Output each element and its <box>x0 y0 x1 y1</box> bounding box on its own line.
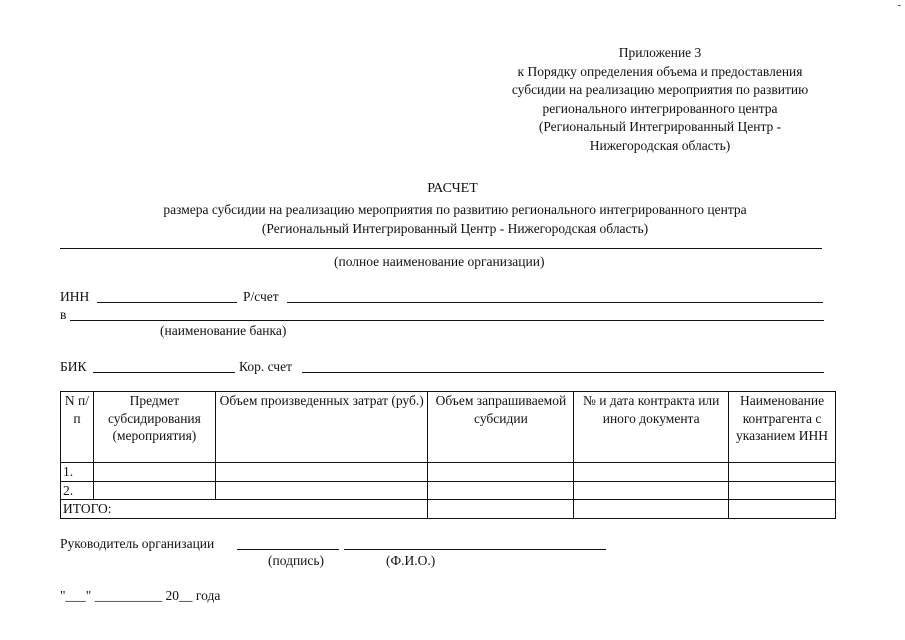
bank-caption: (наименование банка) <box>160 323 287 338</box>
table-cell[interactable] <box>93 481 215 500</box>
table-row <box>61 481 836 500</box>
appendix-line: Нижегородская область) <box>589 137 731 153</box>
bik-field[interactable] <box>93 372 235 373</box>
appendix-line: Приложение 3 <box>618 45 702 60</box>
header-cell-requested: Объем запрашиваемой субсидии <box>428 392 574 463</box>
appendix-block <box>480 44 840 155</box>
subtitle-line: (Региональный Интегрированный Центр - Нижегородская область) <box>261 220 649 236</box>
corr-account-label: Кор. счет <box>239 359 292 374</box>
header-cell-number: N п/п <box>61 392 94 463</box>
inn-label: ИНН <box>60 289 90 304</box>
table-header-row <box>61 392 836 463</box>
table-cell[interactable] <box>215 481 428 500</box>
row-number: 2. <box>61 481 94 500</box>
appendix-line: регионального интегрированного центра <box>542 100 778 116</box>
table-row <box>61 463 836 482</box>
org-name-field[interactable] <box>60 248 822 249</box>
header-cell-counterparty: Наименование контрагента с указанием ИНН <box>729 392 836 463</box>
table-cell[interactable] <box>574 481 729 500</box>
header-cell-costs: Объем произведенных затрат (руб.) <box>215 392 428 463</box>
calculation-table <box>60 391 836 519</box>
document-subtitle <box>40 201 870 238</box>
corner-mark: - <box>897 0 901 11</box>
bik-label: БИК <box>60 359 87 374</box>
table-cell[interactable] <box>729 481 836 500</box>
date-line[interactable]: "___" __________ 20__ года <box>60 588 221 603</box>
table-total-row <box>61 500 836 519</box>
inn-field[interactable] <box>97 302 237 303</box>
header-cell-subject: Предмет субсидирования (мероприятия) <box>93 392 215 463</box>
bank-name-field[interactable] <box>70 320 824 321</box>
subtitle-line: размера субсидии на реализацию мероприятия по развитию регионального интегрированного центра <box>163 202 747 217</box>
account-field[interactable] <box>287 302 823 303</box>
total-counterparty-cell[interactable] <box>729 500 836 519</box>
table-cell[interactable] <box>215 463 428 482</box>
table-cell[interactable] <box>93 463 215 482</box>
appendix-line: (Региональный Интегрированный Центр - <box>538 119 782 134</box>
fio-field[interactable] <box>344 549 606 550</box>
total-contract-cell[interactable] <box>574 500 729 519</box>
header-cell-contract: № и дата контракта или иного документа <box>574 392 729 463</box>
signature-caption: (подпись) <box>268 553 325 568</box>
table-cell[interactable] <box>428 463 574 482</box>
account-label: Р/счет <box>243 289 279 304</box>
table-cell[interactable] <box>574 463 729 482</box>
bank-prefix: в <box>60 307 67 322</box>
row-number: 1. <box>61 463 94 482</box>
table-cell[interactable] <box>428 481 574 500</box>
org-name-caption: (полное наименование организации) <box>334 254 545 269</box>
appendix-line: субсидии на реализацию мероприятия по развитию <box>511 82 809 97</box>
head-label: Руководитель организации <box>60 536 215 551</box>
appendix-line: к Порядку определения объема и предоставления <box>517 63 803 79</box>
fio-caption: (Ф.И.О.) <box>386 553 436 568</box>
total-label: ИТОГО: <box>61 500 428 519</box>
table-cell[interactable] <box>729 463 836 482</box>
document-title: РАСЧЕТ <box>427 181 478 196</box>
corr-account-field[interactable] <box>302 372 824 373</box>
total-requested-cell[interactable] <box>428 500 574 519</box>
signature-field[interactable] <box>237 549 339 550</box>
